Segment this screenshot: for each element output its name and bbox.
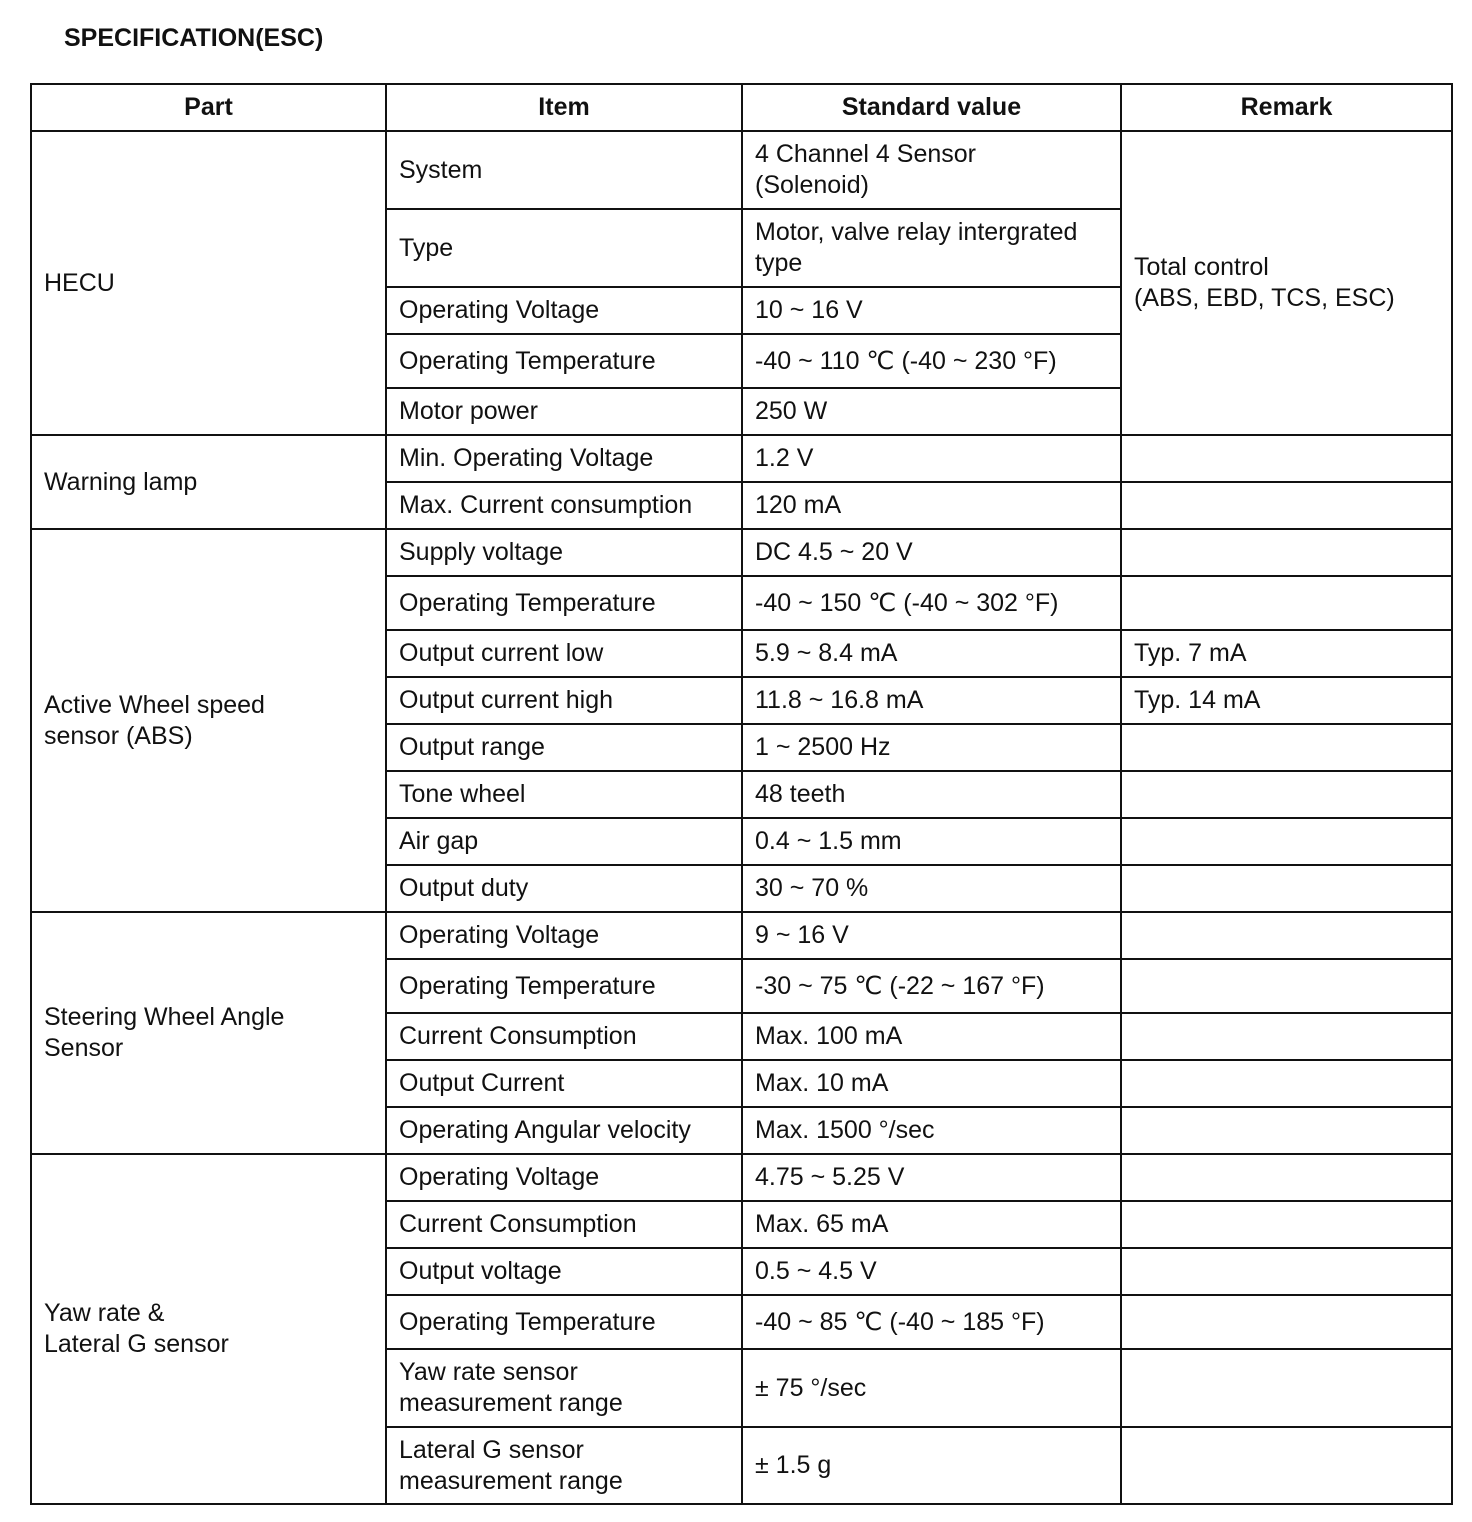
item-label: Tone wheel [399,780,526,808]
value-cell [742,576,1121,630]
remark-cell [1121,1201,1452,1248]
remark-cell [1121,1060,1452,1107]
remark-cell [1121,435,1452,482]
value-cell [742,287,1121,334]
part-cell-hecu [31,131,386,435]
part-label: Steering Wheel Angle Sensor [44,1003,285,1062]
part-cell-warning-lamp [31,435,386,529]
value-cell [742,677,1121,724]
item-label: Output current low [399,639,604,667]
item-label: Max. Current consumption [399,491,693,519]
item-label: Yaw rate sensor measurement range [399,1358,623,1417]
item-cell [386,1349,742,1427]
item-cell [386,1154,742,1201]
item-label: Output voltage [399,1257,562,1285]
item-cell [386,388,742,435]
remark-cell [1121,1013,1452,1060]
remark-cell [1121,865,1452,912]
value-label: 30 ~ 70 % [755,874,869,902]
value-label: Max. 65 mA [755,1210,889,1238]
remark-cell [1121,1248,1452,1295]
value-label: 0.4 ~ 1.5 mm [755,827,902,855]
remark-cell [1121,818,1452,865]
table-header-row [31,84,1452,131]
part-label: Warning lamp [44,467,198,496]
remark-cell [1121,1107,1452,1154]
item-cell [386,482,742,529]
value-cell [742,388,1121,435]
document-title: SPECIFICATION(ESC) [64,24,324,52]
item-label: Type [399,233,454,262]
item-cell [386,1427,742,1504]
value-cell [742,1248,1121,1295]
value-cell [742,1427,1121,1504]
part-label: Yaw rate & Lateral G sensor [44,1299,229,1358]
part-label: HECU [44,268,115,297]
value-label: 5.9 ~ 8.4 mA [755,639,898,667]
item-cell [386,529,742,576]
remark-cell [1121,529,1452,576]
item-cell [386,576,742,630]
value-cell [742,1154,1121,1201]
item-cell [386,677,742,724]
table-row [31,912,1452,959]
item-label: System [399,155,483,184]
item-cell [386,1201,742,1248]
value-cell [742,1295,1121,1349]
item-cell [386,630,742,677]
value-label: -30 ~ 75 ℃ (-22 ~ 167 °F) [755,971,1045,1000]
item-cell [386,771,742,818]
value-label: -40 ~ 110 ℃ (-40 ~ 230 °F) [755,346,1057,375]
value-cell [742,1107,1121,1154]
item-cell [386,1248,742,1295]
value-label: 9 ~ 16 V [755,921,849,949]
item-label: Operating Temperature [399,1307,656,1336]
item-cell [386,209,742,287]
value-label: DC 4.5 ~ 20 V [755,538,913,566]
item-cell [386,131,742,209]
value-label: 48 teeth [755,780,846,808]
remark-cell [1121,959,1452,1013]
item-label: Lateral G sensor measurement range [399,1435,623,1495]
remark-cell [1121,1295,1452,1349]
item-label: Output Current [399,1069,565,1097]
value-label: ± 1.5 g [755,1451,832,1479]
item-label: Operating Temperature [399,588,656,617]
value-cell [742,334,1121,388]
remark-cell [1121,912,1452,959]
item-cell [386,1013,742,1060]
value-label: 4 Channel 4 Sensor (Solenoid) [755,140,976,199]
specification-table [30,83,1453,1505]
value-cell [742,435,1121,482]
value-label: 1 ~ 2500 Hz [755,733,891,761]
remark-cell [1121,1154,1452,1201]
value-cell [742,818,1121,865]
value-label: 120 mA [755,491,842,519]
value-label: 10 ~ 16 V [755,296,863,324]
item-cell [386,959,742,1013]
item-label: Supply voltage [399,538,564,566]
item-label: Operating Voltage [399,1163,600,1191]
remark-cell [1121,576,1452,630]
item-label: Current Consumption [399,1022,637,1050]
value-cell [742,1013,1121,1060]
value-cell [742,1060,1121,1107]
part-cell-yaw-rate-sensor [31,1154,386,1504]
table-row [31,131,1452,209]
item-cell [386,1295,742,1349]
value-label: Max. 100 mA [755,1022,903,1050]
header-remark: Remark [1121,84,1452,131]
table-row [31,435,1452,482]
item-cell [386,1060,742,1107]
item-cell [386,435,742,482]
header-standard-value: Standard value [742,84,1121,131]
value-label: Max. 10 mA [755,1069,889,1097]
item-label: Operating Temperature [399,346,656,375]
value-cell [742,959,1121,1013]
remark-label: Typ. 7 mA [1134,639,1247,667]
value-cell [742,482,1121,529]
remark-cell [1121,677,1452,724]
item-cell [386,818,742,865]
item-label: Current Consumption [399,1210,637,1238]
item-cell [386,1107,742,1154]
remark-label: Typ. 14 mA [1134,686,1261,714]
item-label: Output current high [399,686,614,714]
value-label: -40 ~ 150 ℃ (-40 ~ 302 °F) [755,588,1059,617]
item-cell [386,334,742,388]
remark-cell [1121,1427,1452,1504]
item-label: Operating Voltage [399,296,600,324]
value-label: 1.2 V [755,444,814,472]
value-cell [742,529,1121,576]
item-cell [386,287,742,334]
value-label: Max. 1500 °/sec [755,1116,935,1144]
value-cell [742,1201,1121,1248]
value-cell [742,209,1121,287]
item-label: Operating Temperature [399,971,656,1000]
remark-cell [1121,482,1452,529]
item-label: Air gap [399,827,479,855]
value-label: 11.8 ~ 16.8 mA [755,686,924,714]
remark-cell-hecu [1121,131,1452,435]
value-cell [742,724,1121,771]
item-label: Output range [399,733,545,761]
value-cell [742,1349,1121,1427]
part-cell-wheel-speed-sensor [31,529,386,912]
item-cell [386,865,742,912]
item-label: Operating Angular velocity [399,1116,691,1144]
value-label: 4.75 ~ 5.25 V [755,1163,905,1191]
item-cell [386,724,742,771]
item-label: Min. Operating Voltage [399,444,654,472]
item-label: Output duty [399,874,529,902]
value-cell [742,771,1121,818]
remark-cell [1121,630,1452,677]
part-label: Active Wheel speed sensor (ABS) [44,690,265,750]
remark-cell [1121,724,1452,771]
value-label: 250 W [755,397,828,425]
table-row [31,529,1452,576]
remark-cell [1121,1349,1452,1427]
table-row [31,1154,1452,1201]
item-cell [386,912,742,959]
remark-cell [1121,771,1452,818]
value-cell [742,865,1121,912]
value-label: 0.5 ~ 4.5 V [755,1257,877,1285]
header-item: Item [386,84,742,131]
value-cell [742,912,1121,959]
item-label: Operating Voltage [399,921,600,949]
value-label: ± 75 °/sec [755,1373,867,1402]
remark-label: Total control (ABS, EBD, TCS, ESC) [1134,253,1395,312]
value-label: -40 ~ 85 ℃ (-40 ~ 185 °F) [755,1307,1045,1336]
value-cell [742,630,1121,677]
value-label: Motor, valve relay intergrated type [755,218,1078,277]
part-cell-steering-angle-sensor [31,912,386,1154]
value-cell [742,131,1121,209]
header-part: Part [31,84,386,131]
item-label: Motor power [399,397,538,425]
